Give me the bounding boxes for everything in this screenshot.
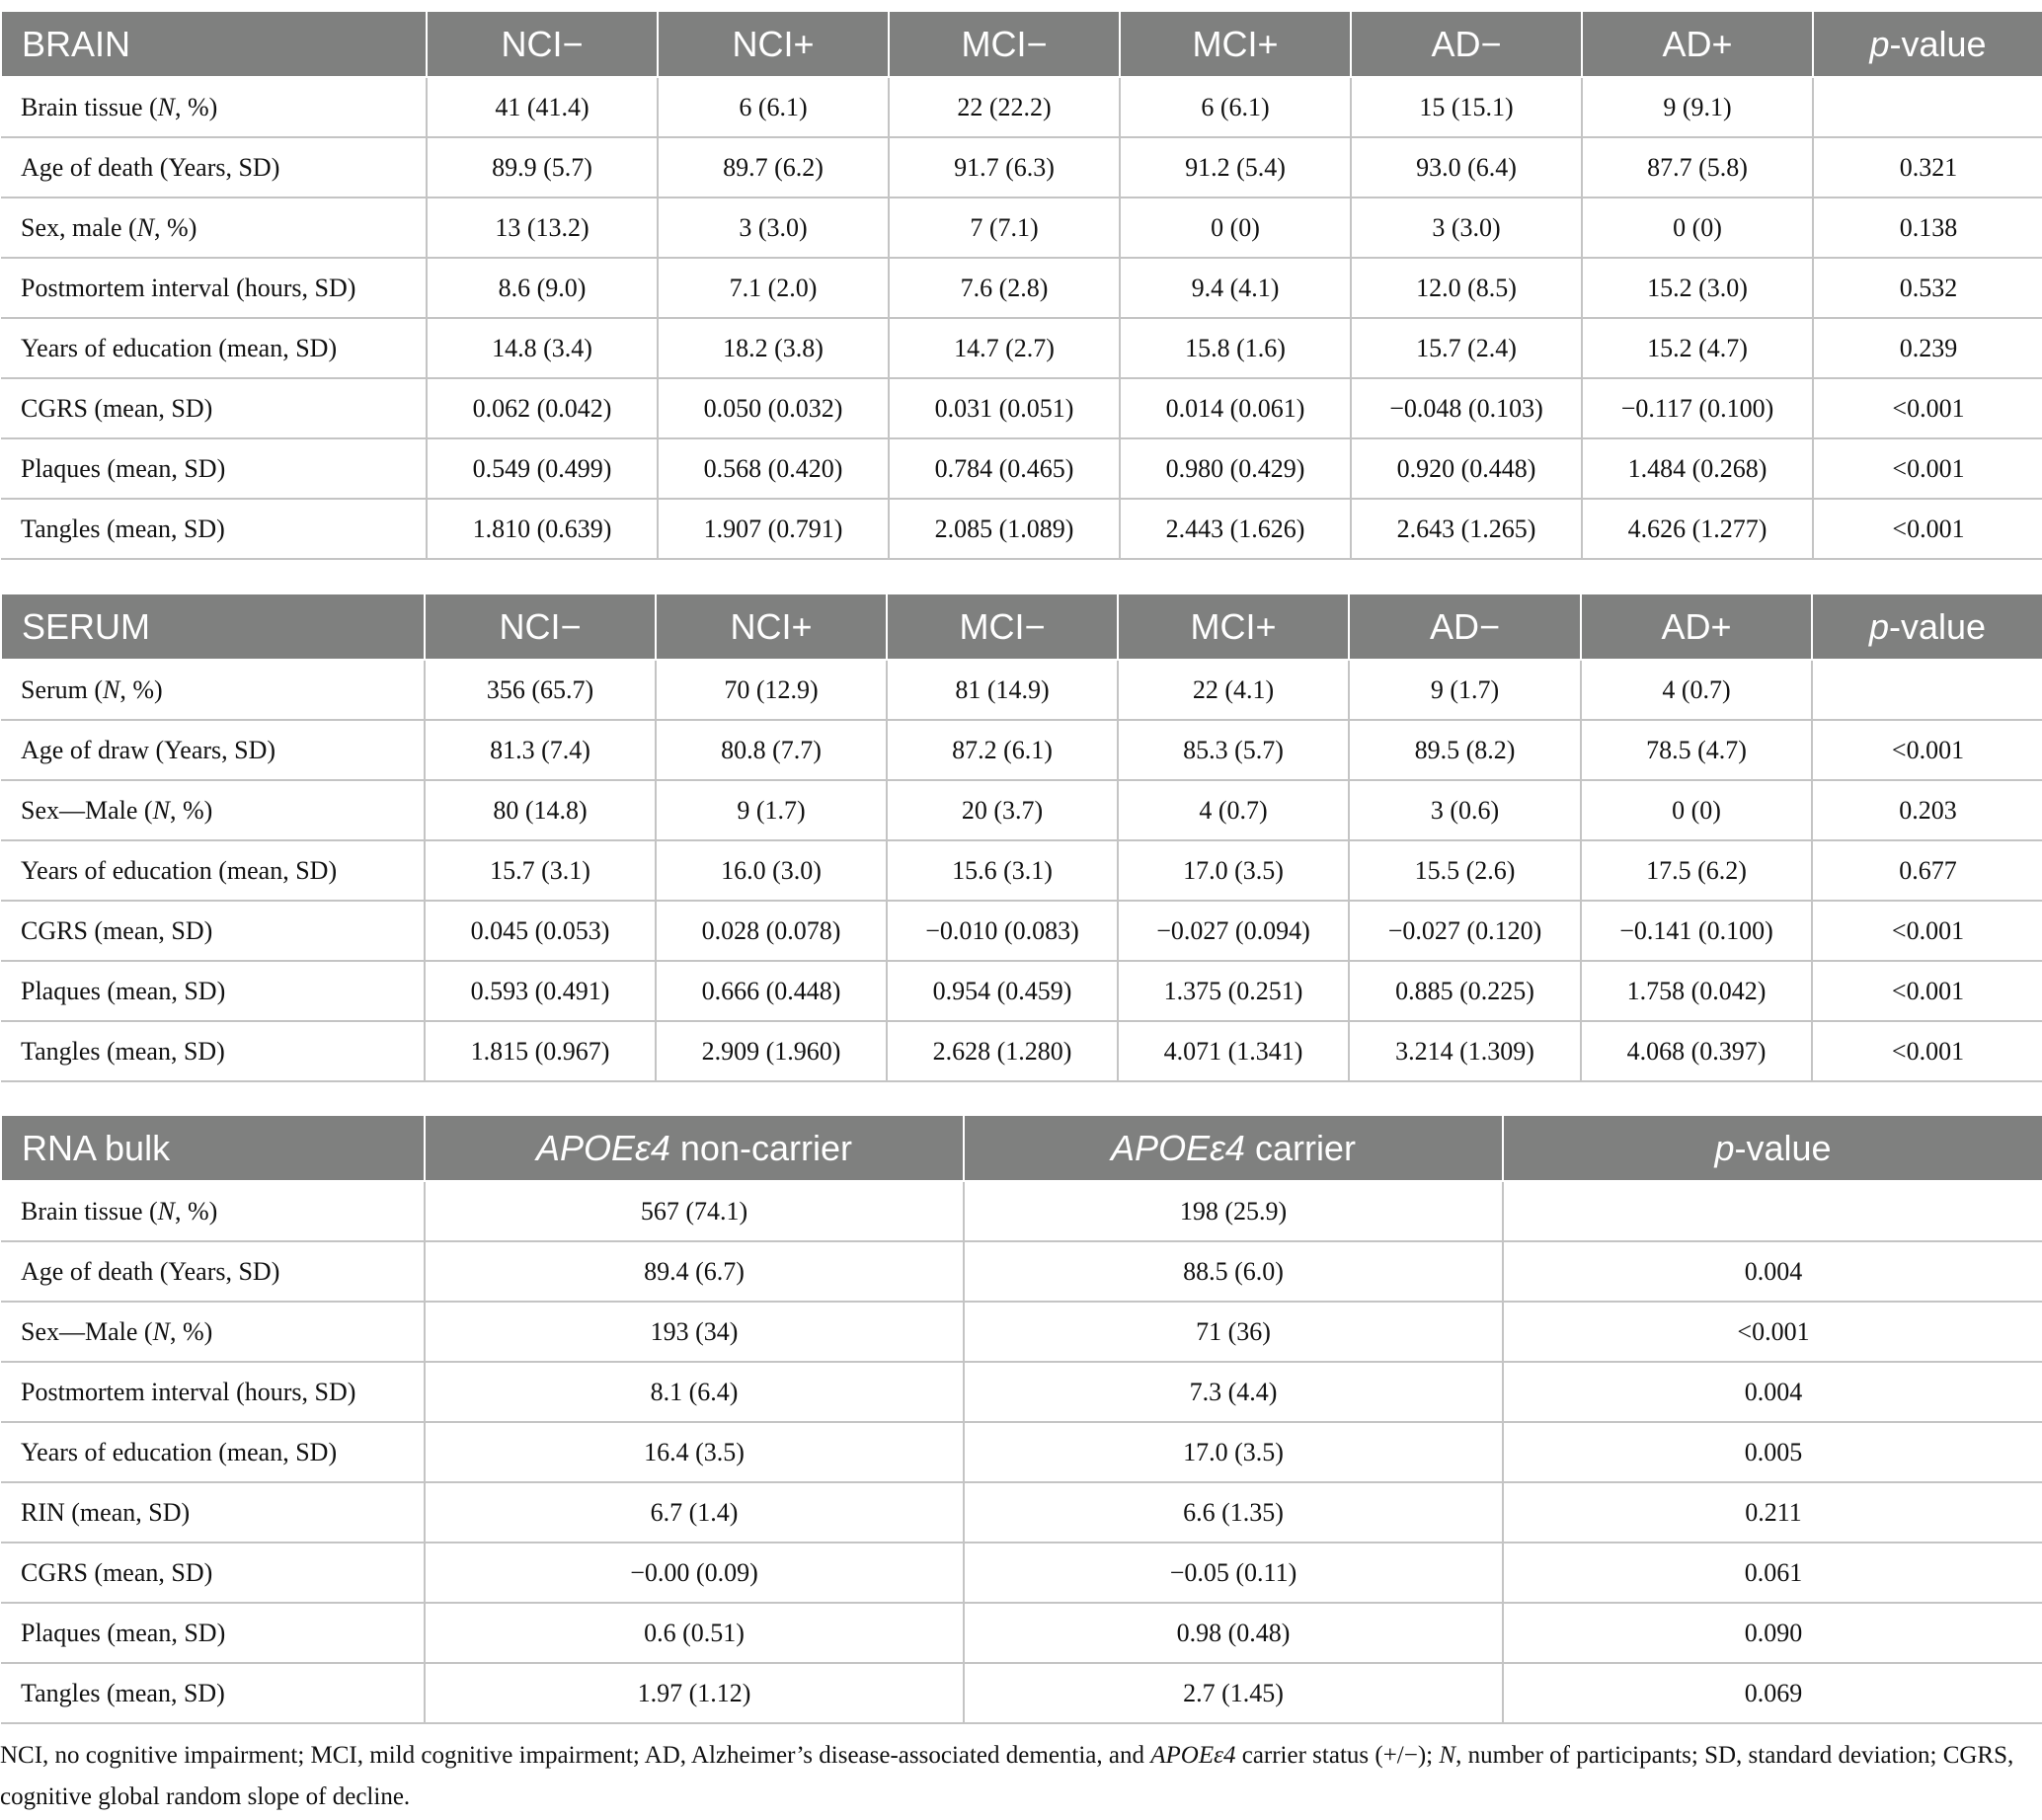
serum-header-ad-neg: AD− — [1349, 593, 1581, 660]
table-row — [1, 1663, 2042, 1723]
row-label: Plaques (mean, SD) — [1, 438, 427, 499]
value-cell: 0.028 (0.078) — [656, 901, 887, 961]
value-cell: <0.001 — [1813, 499, 2042, 559]
row-label: Sex—Male (N, %) — [1, 1302, 425, 1362]
value-cell: 0.031 (0.051) — [889, 378, 1120, 438]
value-cell: 198 (25.9) — [964, 1181, 1503, 1241]
value-cell: 14.8 (3.4) — [427, 318, 658, 378]
value-cell: 15.8 (1.6) — [1120, 318, 1351, 378]
table-row — [1, 660, 2042, 720]
value-cell — [1812, 660, 2042, 720]
value-cell: 4 (0.7) — [1581, 660, 1812, 720]
brain-header-nci-neg: NCI− — [427, 11, 658, 77]
value-cell: <0.001 — [1812, 901, 2042, 961]
serum-header-label: SERUM — [1, 593, 425, 660]
value-cell: 0.954 (0.459) — [887, 961, 1118, 1021]
value-cell: −0.05 (0.11) — [964, 1543, 1503, 1603]
value-cell — [1503, 1181, 2042, 1241]
value-cell: 15.5 (2.6) — [1349, 840, 1581, 901]
value-cell: 22 (4.1) — [1118, 660, 1349, 720]
serum-table — [0, 593, 2042, 1082]
table-row — [1, 318, 2042, 378]
brain-header-label: BRAIN — [1, 11, 427, 77]
value-cell: 15.2 (4.7) — [1582, 318, 1813, 378]
row-label: Serum (N, %) — [1, 660, 425, 720]
brain-table-body — [1, 77, 2042, 559]
value-cell: 0.138 — [1813, 198, 2042, 258]
value-cell: 1.907 (0.791) — [658, 499, 889, 559]
value-cell: 0.593 (0.491) — [425, 961, 656, 1021]
row-label: CGRS (mean, SD) — [1, 1543, 425, 1603]
value-cell: 2.443 (1.626) — [1120, 499, 1351, 559]
value-cell: <0.001 — [1813, 438, 2042, 499]
row-label: RIN (mean, SD) — [1, 1482, 425, 1543]
value-cell: 0.062 (0.042) — [427, 378, 658, 438]
value-cell: 15.7 (2.4) — [1351, 318, 1582, 378]
value-cell: 0.920 (0.448) — [1351, 438, 1582, 499]
value-cell: 0.980 (0.429) — [1120, 438, 1351, 499]
value-cell: 91.2 (5.4) — [1120, 137, 1351, 198]
table-row — [1, 1241, 2042, 1302]
table-row — [1, 438, 2042, 499]
value-cell: −0.027 (0.094) — [1118, 901, 1349, 961]
value-cell: 567 (74.1) — [425, 1181, 964, 1241]
table-row — [1, 1021, 2042, 1081]
serum-header-row — [1, 593, 2042, 660]
table-row — [1, 499, 2042, 559]
value-cell: 4 (0.7) — [1118, 780, 1349, 840]
rna-header-carrier: APOEε4 carrier — [964, 1115, 1503, 1181]
value-cell: 12.0 (8.5) — [1351, 258, 1582, 318]
value-cell — [1813, 77, 2042, 137]
table-row — [1, 1603, 2042, 1663]
value-cell: 89.5 (8.2) — [1349, 720, 1581, 780]
value-cell: 0.061 — [1503, 1543, 2042, 1603]
value-cell: 8.6 (9.0) — [427, 258, 658, 318]
value-cell: 87.7 (5.8) — [1582, 137, 1813, 198]
row-label: Years of education (mean, SD) — [1, 840, 425, 901]
value-cell: 22 (22.2) — [889, 77, 1120, 137]
row-label: CGRS (mean, SD) — [1, 378, 427, 438]
value-cell: 0.98 (0.48) — [964, 1603, 1503, 1663]
table-row — [1, 77, 2042, 137]
value-cell: 0.004 — [1503, 1241, 2042, 1302]
rna-header-p-value: p-value — [1503, 1115, 2042, 1181]
value-cell: 0.666 (0.448) — [656, 961, 887, 1021]
value-cell: 0.677 — [1812, 840, 2042, 901]
value-cell: 78.5 (4.7) — [1581, 720, 1812, 780]
value-cell: 6.6 (1.35) — [964, 1482, 1503, 1543]
brain-header-ad-pos: AD+ — [1582, 11, 1813, 77]
row-label: Age of death (Years, SD) — [1, 137, 427, 198]
value-cell: 81 (14.9) — [887, 660, 1118, 720]
table-row — [1, 1302, 2042, 1362]
value-cell: 9 (9.1) — [1582, 77, 1813, 137]
value-cell: 0.532 — [1813, 258, 2042, 318]
value-cell: 1.97 (1.12) — [425, 1663, 964, 1723]
value-cell: 89.4 (6.7) — [425, 1241, 964, 1302]
value-cell: 4.068 (0.397) — [1581, 1021, 1812, 1081]
brain-header-nci-pos: NCI+ — [658, 11, 889, 77]
value-cell: 9 (1.7) — [656, 780, 887, 840]
value-cell: 13 (13.2) — [427, 198, 658, 258]
brain-table — [0, 10, 2042, 560]
value-cell: <0.001 — [1813, 378, 2042, 438]
table-row — [1, 1181, 2042, 1241]
value-cell: −0.117 (0.100) — [1582, 378, 1813, 438]
value-cell: 15.2 (3.0) — [1582, 258, 1813, 318]
table-row — [1, 1482, 2042, 1543]
value-cell: 4.071 (1.341) — [1118, 1021, 1349, 1081]
row-label: Brain tissue (N, %) — [1, 77, 427, 137]
value-cell: 356 (65.7) — [425, 660, 656, 720]
value-cell: 2.085 (1.089) — [889, 499, 1120, 559]
value-cell: 20 (3.7) — [887, 780, 1118, 840]
value-cell: 0.014 (0.061) — [1120, 378, 1351, 438]
value-cell: 88.5 (6.0) — [964, 1241, 1503, 1302]
table-row — [1, 840, 2042, 901]
table-row — [1, 1362, 2042, 1422]
value-cell: 3 (3.0) — [658, 198, 889, 258]
value-cell: 15.7 (3.1) — [425, 840, 656, 901]
value-cell: 0.004 — [1503, 1362, 2042, 1422]
row-label: Tangles (mean, SD) — [1, 1021, 425, 1081]
table-row — [1, 137, 2042, 198]
brain-header-mci-pos: MCI+ — [1120, 11, 1351, 77]
value-cell: 1.758 (0.042) — [1581, 961, 1812, 1021]
serum-header-nci-pos: NCI+ — [656, 593, 887, 660]
table-row — [1, 780, 2042, 840]
value-cell: 2.643 (1.265) — [1351, 499, 1582, 559]
value-cell: 17.0 (3.5) — [964, 1422, 1503, 1482]
rna-header-row — [1, 1115, 2042, 1181]
value-cell: 85.3 (5.7) — [1118, 720, 1349, 780]
row-label: Postmortem interval (hours, SD) — [1, 1362, 425, 1422]
value-cell: 0 (0) — [1120, 198, 1351, 258]
value-cell: 87.2 (6.1) — [887, 720, 1118, 780]
value-cell: 8.1 (6.4) — [425, 1362, 964, 1422]
value-cell: 17.0 (3.5) — [1118, 840, 1349, 901]
value-cell: −0.048 (0.103) — [1351, 378, 1582, 438]
value-cell: 70 (12.9) — [656, 660, 887, 720]
row-label: Age of death (Years, SD) — [1, 1241, 425, 1302]
value-cell: 7 (7.1) — [889, 198, 1120, 258]
value-cell: 0.321 — [1813, 137, 2042, 198]
value-cell: 0.885 (0.225) — [1349, 961, 1581, 1021]
value-cell: <0.001 — [1812, 720, 2042, 780]
value-cell: 3 (0.6) — [1349, 780, 1581, 840]
value-cell: 0.568 (0.420) — [658, 438, 889, 499]
value-cell: 80.8 (7.7) — [656, 720, 887, 780]
row-label: Tangles (mean, SD) — [1, 499, 427, 559]
value-cell: 0.549 (0.499) — [427, 438, 658, 499]
table-footnote: NCI, no cognitive impairment; MCI, mild cognitive impairment; AD, Alzheimer’s disease-associated dementia, and APOEε4 carrier status (+/−); N, number of participants; SD, standard deviation; CGRS, cognitive global random slope of decline. — [0, 1742, 2014, 1810]
value-cell: 9.4 (4.1) — [1120, 258, 1351, 318]
value-cell: 1.375 (0.251) — [1118, 961, 1349, 1021]
value-cell: <0.001 — [1812, 1021, 2042, 1081]
value-cell: 7.1 (2.0) — [658, 258, 889, 318]
rna-table-body — [1, 1181, 2042, 1723]
brain-header-mci-neg: MCI− — [889, 11, 1120, 77]
value-cell: 6.7 (1.4) — [425, 1482, 964, 1543]
brain-header-p-value: p-value — [1813, 11, 2042, 77]
table-row — [1, 258, 2042, 318]
value-cell: 7.6 (2.8) — [889, 258, 1120, 318]
row-label: Sex—Male (N, %) — [1, 780, 425, 840]
serum-header-nci-neg: NCI− — [425, 593, 656, 660]
row-label: CGRS (mean, SD) — [1, 901, 425, 961]
row-label: Years of education (mean, SD) — [1, 318, 427, 378]
value-cell: 15 (15.1) — [1351, 77, 1582, 137]
value-cell: 1.484 (0.268) — [1582, 438, 1813, 499]
value-cell: −0.010 (0.083) — [887, 901, 1118, 961]
value-cell: 91.7 (6.3) — [889, 137, 1120, 198]
value-cell: 16.4 (3.5) — [425, 1422, 964, 1482]
value-cell: −0.141 (0.100) — [1581, 901, 1812, 961]
value-cell: 1.810 (0.639) — [427, 499, 658, 559]
value-cell: 18.2 (3.8) — [658, 318, 889, 378]
row-label: Plaques (mean, SD) — [1, 961, 425, 1021]
value-cell: 15.6 (3.1) — [887, 840, 1118, 901]
value-cell: −0.00 (0.09) — [425, 1543, 964, 1603]
value-cell: −0.027 (0.120) — [1349, 901, 1581, 961]
value-cell: 81.3 (7.4) — [425, 720, 656, 780]
value-cell: 2.628 (1.280) — [887, 1021, 1118, 1081]
value-cell: 0.045 (0.053) — [425, 901, 656, 961]
value-cell: 2.909 (1.960) — [656, 1021, 887, 1081]
value-cell: 1.815 (0.967) — [425, 1021, 656, 1081]
value-cell: 3 (3.0) — [1351, 198, 1582, 258]
value-cell: 0.239 — [1813, 318, 2042, 378]
value-cell: 3.214 (1.309) — [1349, 1021, 1581, 1081]
value-cell: 0.784 (0.465) — [889, 438, 1120, 499]
value-cell: <0.001 — [1503, 1302, 2042, 1362]
row-label: Brain tissue (N, %) — [1, 1181, 425, 1241]
value-cell: 193 (34) — [425, 1302, 964, 1362]
table-row — [1, 378, 2042, 438]
serum-header-mci-pos: MCI+ — [1118, 593, 1349, 660]
value-cell: 71 (36) — [964, 1302, 1503, 1362]
value-cell: 4.626 (1.277) — [1582, 499, 1813, 559]
row-label: Sex, male (N, %) — [1, 198, 427, 258]
row-label: Postmortem interval (hours, SD) — [1, 258, 427, 318]
value-cell: 0.211 — [1503, 1482, 2042, 1543]
brain-header-ad-neg: AD− — [1351, 11, 1582, 77]
serum-table-body — [1, 660, 2042, 1081]
table-row — [1, 720, 2042, 780]
value-cell: 0.6 (0.51) — [425, 1603, 964, 1663]
value-cell: 0.090 — [1503, 1603, 2042, 1663]
value-cell: 80 (14.8) — [425, 780, 656, 840]
value-cell: 41 (41.4) — [427, 77, 658, 137]
brain-header-row — [1, 11, 2042, 77]
value-cell: 2.7 (1.45) — [964, 1663, 1503, 1723]
value-cell: <0.001 — [1812, 961, 2042, 1021]
row-label: Years of education (mean, SD) — [1, 1422, 425, 1482]
value-cell: 0.005 — [1503, 1422, 2042, 1482]
serum-header-ad-pos: AD+ — [1581, 593, 1812, 660]
serum-header-mci-neg: MCI− — [887, 593, 1118, 660]
value-cell: 0.203 — [1812, 780, 2042, 840]
table-row — [1, 961, 2042, 1021]
table-row — [1, 198, 2042, 258]
table-row — [1, 901, 2042, 961]
value-cell: 6 (6.1) — [1120, 77, 1351, 137]
value-cell: 17.5 (6.2) — [1581, 840, 1812, 901]
row-label: Age of draw (Years, SD) — [1, 720, 425, 780]
serum-header-p-value: p-value — [1812, 593, 2042, 660]
value-cell: 89.9 (5.7) — [427, 137, 658, 198]
rna-table — [0, 1114, 2042, 1724]
rna-header-label: RNA bulk — [1, 1115, 425, 1181]
value-cell: 6 (6.1) — [658, 77, 889, 137]
row-label: Tangles (mean, SD) — [1, 1663, 425, 1723]
value-cell: 0.069 — [1503, 1663, 2042, 1723]
value-cell: 89.7 (6.2) — [658, 137, 889, 198]
table-row — [1, 1543, 2042, 1603]
value-cell: 16.0 (3.0) — [656, 840, 887, 901]
value-cell: 14.7 (2.7) — [889, 318, 1120, 378]
value-cell: 7.3 (4.4) — [964, 1362, 1503, 1422]
value-cell: 93.0 (6.4) — [1351, 137, 1582, 198]
value-cell: 0 (0) — [1582, 198, 1813, 258]
rna-header-non-carrier: APOEε4 non-carrier — [425, 1115, 964, 1181]
row-label: Plaques (mean, SD) — [1, 1603, 425, 1663]
table-row — [1, 1422, 2042, 1482]
value-cell: 9 (1.7) — [1349, 660, 1581, 720]
value-cell: 0.050 (0.032) — [658, 378, 889, 438]
value-cell: 0 (0) — [1581, 780, 1812, 840]
